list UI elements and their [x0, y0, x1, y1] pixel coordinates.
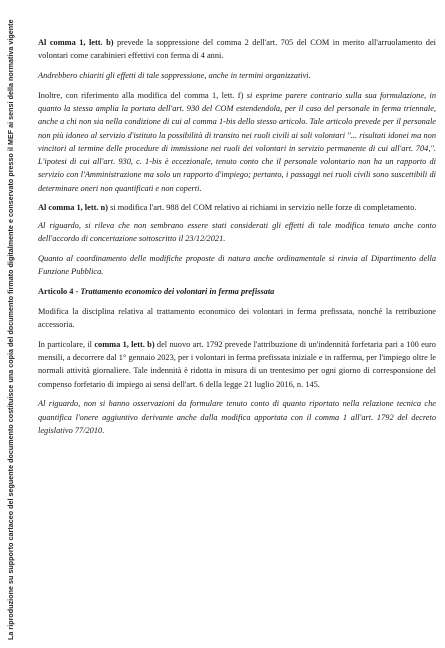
paragraph-comma-1-lett-n: [38, 201, 436, 214]
paragraph-indennita-forfetaria: [38, 338, 436, 391]
paragraph-lead: Al comma 1, lett. b): [38, 38, 114, 47]
margin-certification-text: La riproduzione su supporto cartaceo del seguente documento costituisce una copia del documento firmato digitalmente e conservato presso il MEF ai sensi della normativa vigente: [7, 19, 15, 640]
paragraph-parere-contrario: [38, 89, 436, 195]
paragraph-italic: Al riguardo, si rileva che non sembrano essere stati considerati gli effetti di tale modifica tenuto anche conto dell'accordo di concertazione sottoscritto il 23/12/2021.: [38, 221, 436, 244]
paragraph-text: prevede la soppressione del comma 2 dell'art. 705 del COM in merito all'arruolamento dei volontari come carabinieri effettivi con ferma di 4 anni.: [38, 38, 436, 61]
section-heading-label: Articolo 4 -: [38, 287, 81, 296]
section-heading-articolo-4: [38, 285, 436, 298]
paragraph-note-relazione-tecnica: [38, 397, 436, 437]
margin-certification-note: [0, 0, 14, 648]
paragraph-text-continued: del nuovo art. 1792 prevede l'attribuzione di un'indennità forfetaria pari a 100 euro mensili, a decorrere dal 1° gennaio 2023, per i volontari in ferma prefissata iniziale e in rafferma, per l'impiego oltre le normali attività giornaliere. Tale indennità è ridotta in misura di un trentesimo per ogni giorno di corresponsione del compenso forfetario di impiego ai sensi dell'art. 6 della legge 21 luglio 2016, n. 145.: [38, 339, 436, 389]
paragraph-text: In particolare, il: [38, 339, 95, 349]
paragraph-comma-1-lett-b: [38, 36, 436, 63]
paragraph-modifica-disciplina: [38, 305, 436, 332]
document-page: [38, 36, 436, 444]
paragraph-lead: comma 1, lett. b): [94, 339, 155, 349]
paragraph-italic: si esprime parere contrario sulla sua formulazione, in quanto la stessa amplia la portata dell'art. 930 del COM estendendola, per il caso del personale in ferma triennale, anche a chi non sia nella condizione di cui al comma 1-bis dello stesso articolo. Tale articolo prevede per il personale non più idoneo al servizio d'istituto la possibilità di transito nei ruoli civili ai soli volontari "... risultati idonei ma non vincitori al termine delle procedure di immissione nei ruoli dei volontari in servizio permanente di cui all'art. 704,". L'ipotesi di cui all'art. 930, c. 1-bis è eccezionale, tenuto conto che il personale volontario non ha un rapporto di servizio con l'Amministrazione ma solo un rapporto d'impiego; pertanto, i passaggi nei ruoli civili sono suscettibili di determinare oneri non quantificati e non coperti.: [38, 90, 436, 193]
paragraph-text: si modifica l'art. 988 del COM relativo ai richiami in servizio nelle forze di completamento.: [107, 203, 417, 213]
paragraph-italic: Al riguardo, non si hanno osservazioni da formulare tenuto conto di quanto riportato nella relazione tecnica che quantifica l'onere aggiuntivo derivante anche dalla modifica apportata con il comma 1 all'art. 1792 del decreto legislativo 77/2010.: [38, 399, 436, 435]
paragraph-italic: Quanto al coordinamento delle modifiche proposte di natura anche ordinamentale si rinvia al Dipartimento della Funzione Pubblica.: [38, 254, 436, 277]
section-heading-title: Trattamento economico dei volontari in ferma prefissata: [80, 287, 275, 296]
paragraph-lead: Al comma 1, lett. n): [38, 203, 108, 213]
paragraph-note-coordinamento: [38, 252, 436, 279]
paragraph-text: Inoltre, con riferimento alla modifica del comma 1, lett. f): [38, 90, 247, 100]
paragraph-italic: Andrebbero chiariti gli effetti di tale soppressione, anche in termini organizzativi.: [38, 71, 311, 80]
paragraph-note-concertazione: [38, 219, 436, 246]
paragraph-note-soppressione: [38, 69, 436, 82]
paragraph-text: Modifica la disciplina relativa al trattamento economico dei volontari in ferma prefissata, nonché la retribuzione accessoria.: [38, 306, 436, 329]
